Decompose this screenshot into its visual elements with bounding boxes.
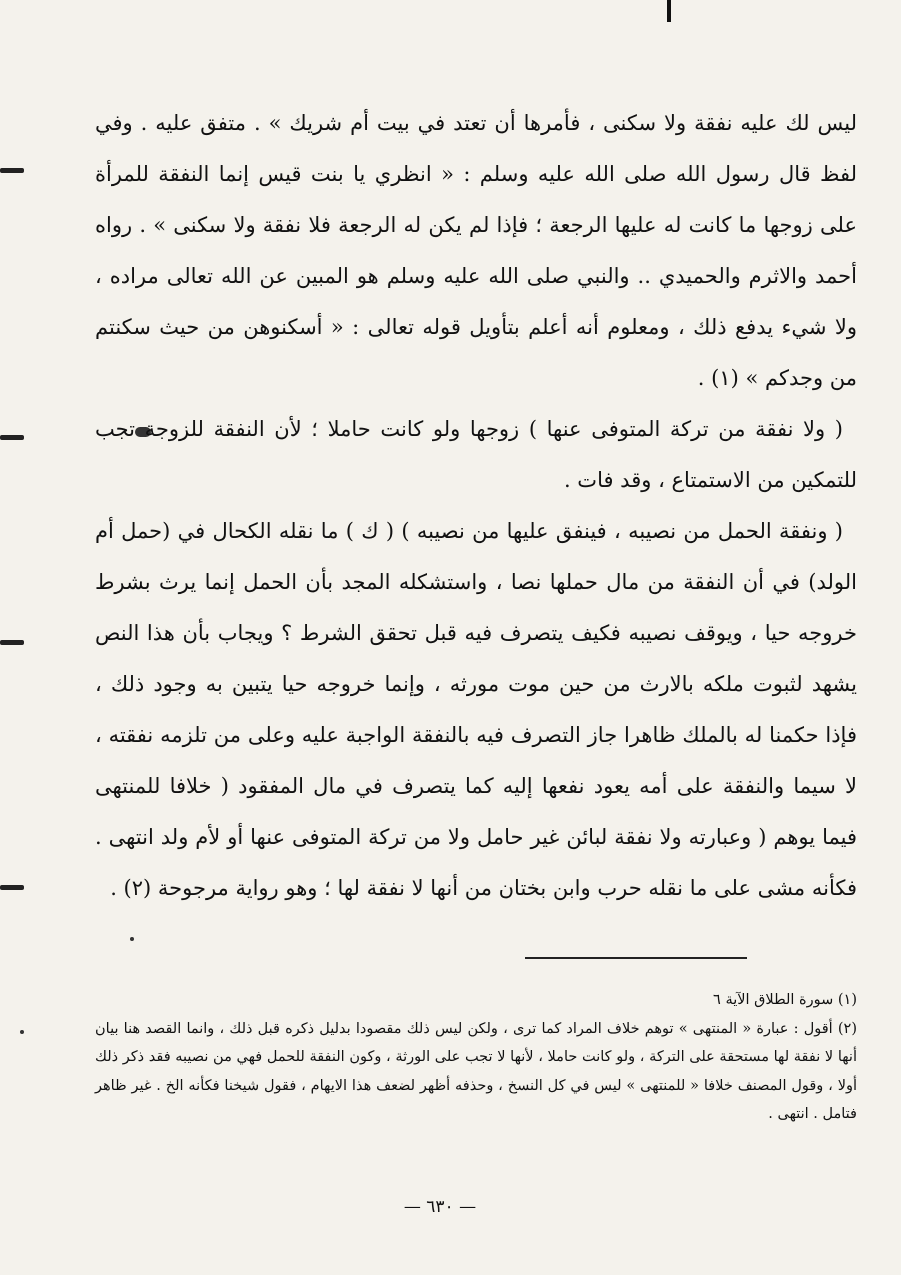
scan-top-mark [667, 0, 671, 22]
scan-edge-mark [0, 885, 24, 890]
footnote: (١) سورة الطلاق الآية ٦ [713, 992, 857, 1008]
footnote-divider [525, 957, 747, 959]
scan-edge-mark [0, 640, 24, 645]
footnote: (٢) أقول : عبارة « المنتهى » توهم خلاف المراد كما ترى ، ولكن ليس ذلك مقصودا بدليل ذكره قبل ذلك ، وانما القصد هنا بيان أنها لا نفقة لها مستحقة على التركة ، ولو كانت حاملا ، لأنها لا تجب على الورثة ، وكون النفقة للحمل فهي من نصيبه فقد ذكر ذلك أولا ، وقول المصنف خلافا « للمنتهى » ليس في كل النسخ ، وحذفه أظهر لضعف هذا الايهام ، فقول شيخنا فكأنه الخ . غير ظاهر فتامل . انتهى . [95, 1020, 857, 1122]
paragraph: ليس لك عليه نفقة ولا سكنى ، فأمرها أن تعتد في بيت أم شريك » . متفق عليه . وفي لفظ قال رسول الله صلى الله عليه وسلم : « انظري يا بنت قيس إنما النفقة للمرأة على زوجها ما كانت له عليها الرجعة ؛ فإذا لم يكن له الرجعة فلا نفقة ولا سكنى » . رواه أحمد والاثرم والحميدي .. والنبي صلى الله عليه وسلم هو المبين عن الله تعالى مراده ، ولا شيء يدفع ذلك ، ومعلوم أنه أعلم بتأويل قوله تعالى : « أسكنوهن من حيث سكنتم من وجدكم » (١) . [95, 111, 857, 390]
footnotes [95, 986, 857, 1129]
scan-edge-mark [0, 168, 24, 173]
scan-edge-mark [0, 435, 24, 440]
scan-speck [20, 1030, 24, 1034]
paragraph: ( ولا نفقة من تركة المتوفى عنها ) زوجها ولو كانت حاملا ؛ لأن النفقة للزوجة تجب للتمكين من الاستمتاع ، وقد فات . [95, 417, 857, 492]
paragraph: ( ونفقة الحمل من نصيبه ، فينفق عليها من نصيبه ) ( ك ) ما نقله الكحال في (حمل أم الولد) في أن النفقة من مال حملها نصا ، واستشكله المجد بأن الحمل إنما يرث بشرط خروجه حيا ، ويوقف نصيبه فكيف يتصرف فيه قبل تحقق الشرط ؟ ويجاب بأن هذا النص يشهد لثبوت ملكه بالارث من حين موت مورثه ، وإنما خروجه حيا يتبين به وجود ذلك ، فإذا حكمنا له بالملك ظاهرا جاز التصرف فيه بالنفقة الواجبة عليه وعلى من تلزمه نفقته ، لا سيما والنفقة على أمه يعود نفعها إليه كما يتصرف في مال المفقود ( خلافا للمنتهى فيما يوهم ( وعبارته ولا نفقة لبائن غير حامل ولا من تركة المتوفى عنها أو لأم ولد انتهى . فكأنه مشى على ما نقله حرب وابن بختان من أنها لا نفقة لها ؛ وهو رواية مرجوحة (٢) . [95, 519, 858, 900]
body-text [95, 98, 857, 914]
page-number: — ٦٣٠ — [403, 1197, 477, 1217]
scan-speck [130, 937, 134, 941]
